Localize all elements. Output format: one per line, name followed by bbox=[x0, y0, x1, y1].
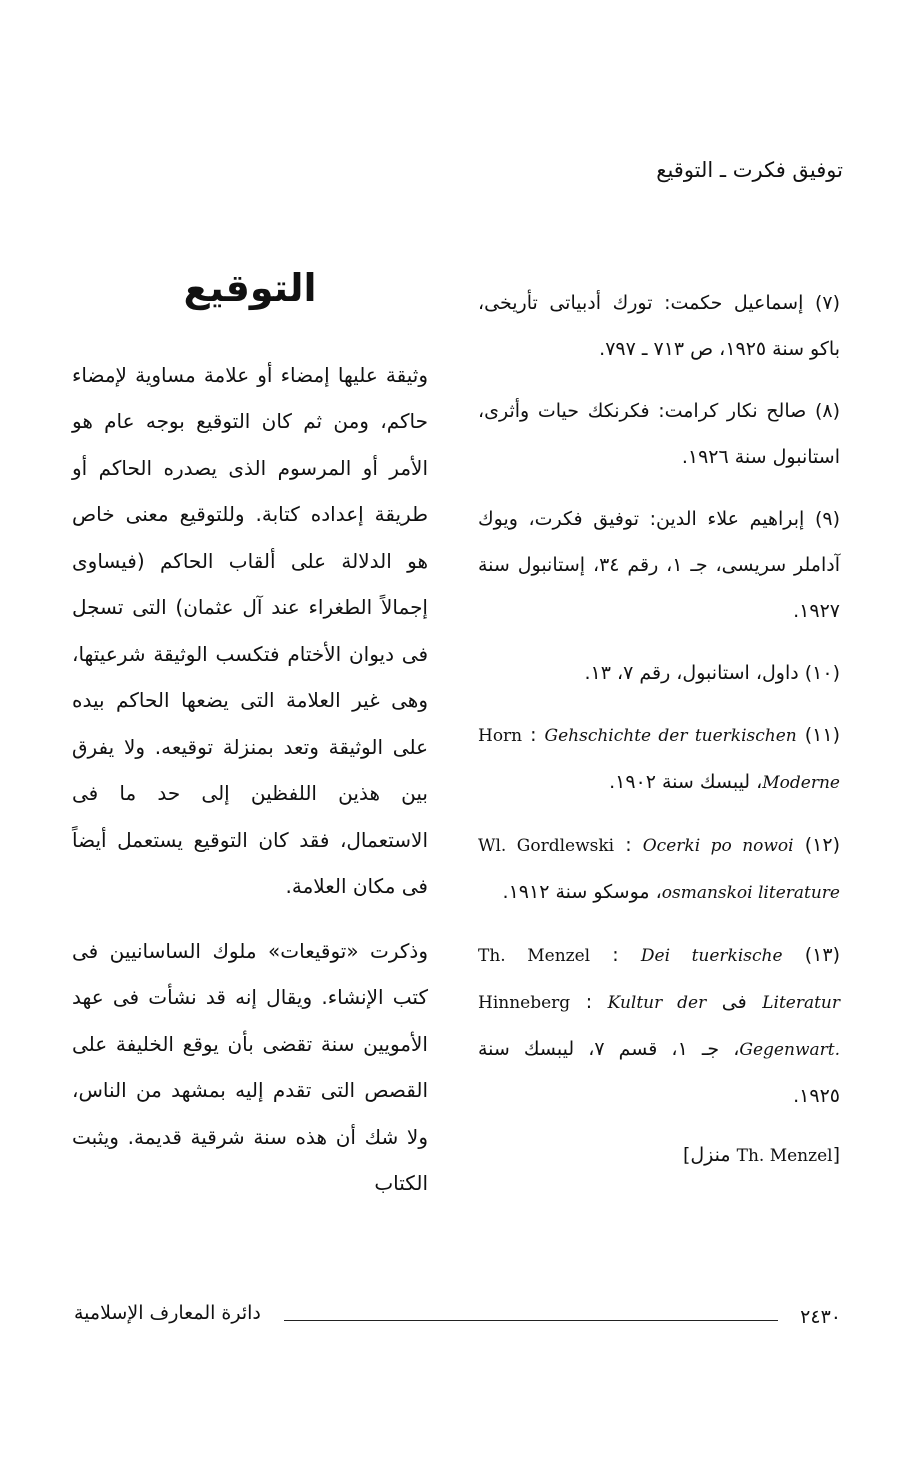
reference-12: (١٢) Wl. Gordlewski : Ocerki po nowoi osmanskoi literature، موسكو سنة ١٩١٢. bbox=[478, 834, 840, 903]
article-title: التوقيع bbox=[183, 266, 317, 310]
reference-title: Gehschichte der tuerkischen Moderne bbox=[544, 726, 840, 793]
reference-13: (١٣) Th. Menzel : Dei tuerkische Literatur فى Hinneberg : Kultur der Gegenwart.، جـ ١، قسم ٧، ليبسك سنة ١٩٢٥. bbox=[478, 944, 841, 1107]
reference-8 bbox=[478, 388, 840, 480]
article-paragraph: وثيقة عليها إمضاء أو علامة مساوية لإمضاء حاكم، ومن ثم كان التوقيع بوجه عام هو الأمر أو المرسوم الذى يصدره الحاكم أو طريقة إعداده كتابة. وللتوقيع معنى خاص هو الدلالة على ألقاب الحاكم (فيساوى إجمالاً الطغراء عند آل عثمان) التى تسجل فى ديوان الأختام فتكسب الوثيقة شرعيتها، وهى غير العلامة التى يضعها الحاكم بيده على الوثيقة وتعد بمنزلة توقيعه. ولا يفرق بين هذين اللفظين إلى حد ما فى الاستعمال، فقد كان التوقيع يستعمل أيضاً فى مكان العلامة. bbox=[72, 362, 428, 899]
reference-text: إسماعيل حكمت: تورك أدبياتى تأريخى، باكو سنة ١٩٢٥، ص ٧١٣ ـ ٧٩٧. bbox=[478, 292, 840, 360]
footer-divider bbox=[284, 1320, 778, 1321]
reference-place: موسكو سنة ١٩١٢. bbox=[502, 881, 650, 903]
reference-number: (١٣) bbox=[804, 944, 840, 966]
page-number: ٢٤٣٠ bbox=[800, 1306, 841, 1328]
reference-text: صالح نكار كرامت: فكرنكك حيات وأثرى، استانبول سنة ١٩٢٦. bbox=[478, 400, 840, 468]
reference-title: Dei tuerkische Literatur bbox=[640, 946, 841, 1013]
reference-number: (٩) bbox=[814, 508, 840, 530]
signature-bracket: [ bbox=[832, 1144, 840, 1166]
references-column bbox=[478, 280, 840, 1176]
reference-number: (٨) bbox=[814, 400, 840, 422]
reference-editor: Hinneberg bbox=[478, 993, 571, 1013]
reference-9 bbox=[478, 496, 840, 634]
reference-place: جـ ١، قسم ٧، ليبسك سنة ١٩٢٥. bbox=[478, 1038, 840, 1107]
signature-name-arabic: منزل bbox=[690, 1144, 731, 1166]
running-header: توفيق فكرت ـ التوقيع bbox=[656, 158, 843, 182]
reference-author: Wl. Gordlewski bbox=[478, 836, 615, 856]
reference-number: (١١) bbox=[804, 724, 840, 746]
author-signature: [Th. Menzel منزل] bbox=[682, 1144, 840, 1166]
reference-author: Th. Menzel bbox=[478, 946, 591, 966]
reference-7 bbox=[478, 280, 840, 372]
reference-11: (١١) Horn : Gehschichte der tuerkischen Moderne، ليبسك سنة ١٩٠٢. bbox=[478, 724, 840, 793]
reference-number: (١٠) bbox=[804, 662, 840, 684]
reference-10 bbox=[478, 650, 840, 696]
reference-in-word: فى bbox=[721, 991, 747, 1013]
signature-name-latin: Th. Menzel bbox=[736, 1146, 833, 1166]
article-column bbox=[72, 266, 428, 1207]
reference-place: ليبسك سنة ١٩٠٢. bbox=[609, 771, 751, 793]
reference-series: Kultur der Gegenwart. bbox=[607, 993, 840, 1060]
reference-text: داول، استانبول، رقم ٧، ١٣. bbox=[584, 662, 799, 684]
reference-number: (٧) bbox=[814, 292, 840, 314]
publication-title: دائرة المعارف الإسلامية bbox=[74, 1302, 261, 1324]
reference-number: (١٢) bbox=[804, 834, 840, 856]
article-paragraph: وذكرت «توقيعات» ملوك الساسانيين فى كتب الإنشاء. ويقال إنه قد نشأت فى عهد الأمويين سنة تقضى بأن يوقع الخليفة على القصص التى تقدم إليه بمشهد من الناس، ولا شك أن هذه سنة شرقية قديمة. ويثبت الكتاب bbox=[72, 938, 428, 1196]
reference-title: Ocerki po nowoi osmanskoi literature bbox=[642, 836, 840, 903]
reference-author: Horn bbox=[478, 726, 523, 746]
reference-text: إبراهيم علاء الدين: توفيق فكرت، ويوك آداملر سريسى، جـ ١، رقم ٣٤، إستانبول سنة ١٩٢٧. bbox=[478, 508, 840, 622]
